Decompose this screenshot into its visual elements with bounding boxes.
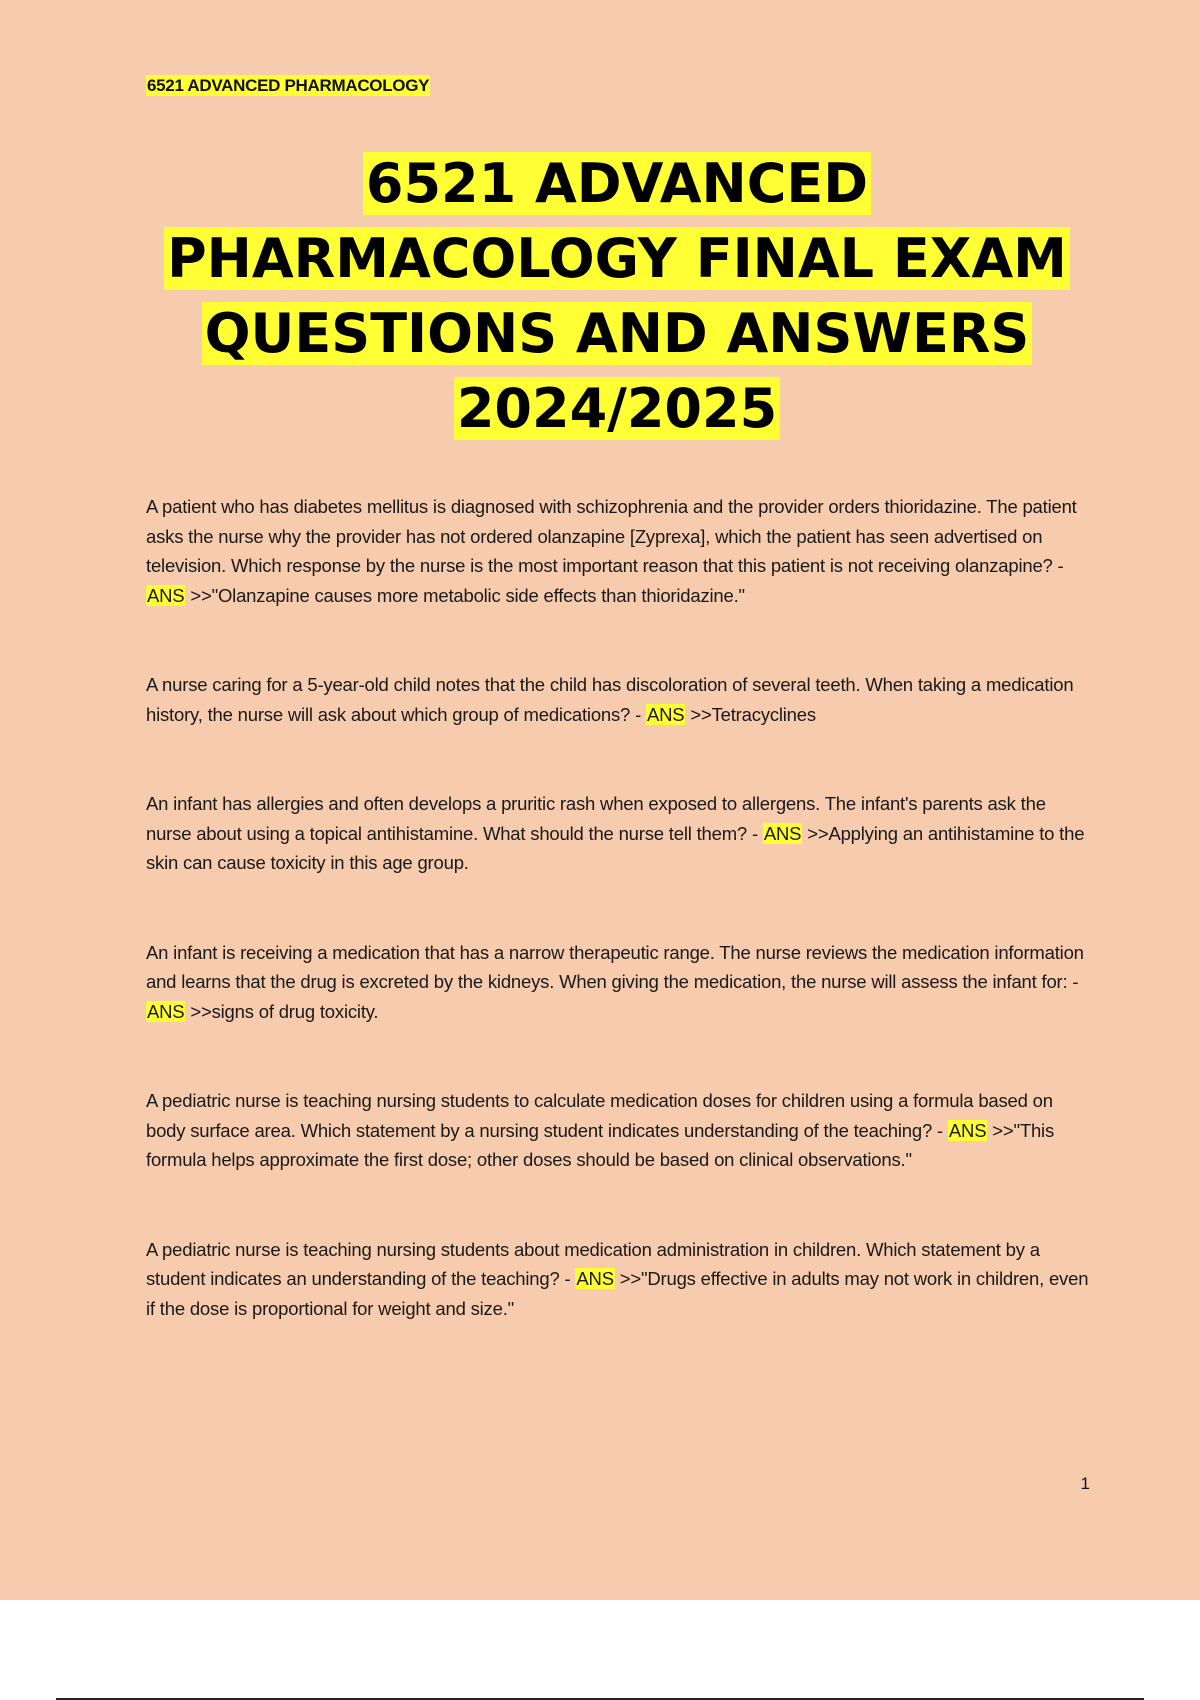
answer-text: >>Tetracyclines bbox=[685, 703, 816, 725]
title-line-4: 2024/2025 bbox=[454, 377, 780, 440]
title-line-3: QUESTIONS AND ANSWERS bbox=[202, 302, 1033, 365]
qa-list bbox=[146, 492, 1092, 1383]
question-text: A pediatric nurse is teaching nursing students to calculate medication doses for children using a formula based on body surface area. Which statement by a nursing student indicates understanding of the teaching? - bbox=[146, 1090, 1053, 1141]
qa-item bbox=[146, 938, 1092, 1027]
running-header: 6521 ADVANCED PHARMACOLOGY bbox=[147, 76, 430, 95]
document-title bbox=[146, 146, 1088, 446]
question-text: A nurse caring for a 5-year-old child notes that the child has discoloration of several teeth. When taking a medication history, the nurse will ask about which group of medications? - bbox=[146, 674, 1074, 725]
ans-label: ANS bbox=[147, 584, 185, 606]
title-line-1: 6521 ADVANCED bbox=[363, 152, 871, 215]
question-text: A pediatric nurse is teaching nursing students about medication administration in children. Which statement by a student indicates an understanding of the teaching? - bbox=[146, 1238, 1040, 1289]
answer-text: >>"This formula helps approximate the first dose; other doses should be based on clinical observations." bbox=[146, 1119, 1055, 1170]
answer-text: >>"Drugs effective in adults may not work in children, even if the dose is proportional for weight and size." bbox=[146, 1268, 1089, 1319]
qa-item bbox=[146, 1235, 1092, 1324]
question-text: An infant has allergies and often develops a pruritic rash when exposed to allergens. The infant's parents ask the nurse about using a topical antihistamine. What should the nurse tell them? - bbox=[146, 793, 1046, 844]
ans-label: ANS bbox=[147, 1000, 185, 1022]
question-text: A patient who has diabetes mellitus is diagnosed with schizophrenia and the provider orders thioridazine. The patient asks the nurse why the provider has not ordered olanzapine [Zyprexa], which the patient has seen advertised on television. Which response by the nurse is the most important reason that this patient is not receiving olanzapine? - bbox=[146, 496, 1077, 576]
ans-label: ANS bbox=[576, 1268, 614, 1289]
answer-text: >>Applying an antihistamine to the skin can cause toxicity in this age group. bbox=[146, 822, 1085, 873]
qa-item bbox=[146, 789, 1092, 878]
page-number: 1 bbox=[1080, 1474, 1090, 1493]
ans-label: ANS bbox=[646, 703, 685, 725]
qa-item bbox=[146, 492, 1092, 610]
title-line-2: PHARMACOLOGY FINAL EXAM bbox=[164, 227, 1070, 290]
answer-text: >>"Olanzapine causes more metabolic side effects than thioridazine." bbox=[185, 584, 745, 606]
answer-text: >>signs of drug toxicity. bbox=[185, 1000, 379, 1022]
ans-label: ANS bbox=[763, 822, 802, 844]
qa-item bbox=[146, 670, 1092, 729]
qa-item bbox=[146, 1086, 1092, 1175]
ans-label: ANS bbox=[948, 1119, 987, 1141]
question-text: An infant is receiving a medication that has a narrow therapeutic range. The nurse reviews the medication information and learns that the drug is excreted by the kidneys. When giving the medication, the nurse will assess the infant for: - bbox=[146, 941, 1084, 992]
